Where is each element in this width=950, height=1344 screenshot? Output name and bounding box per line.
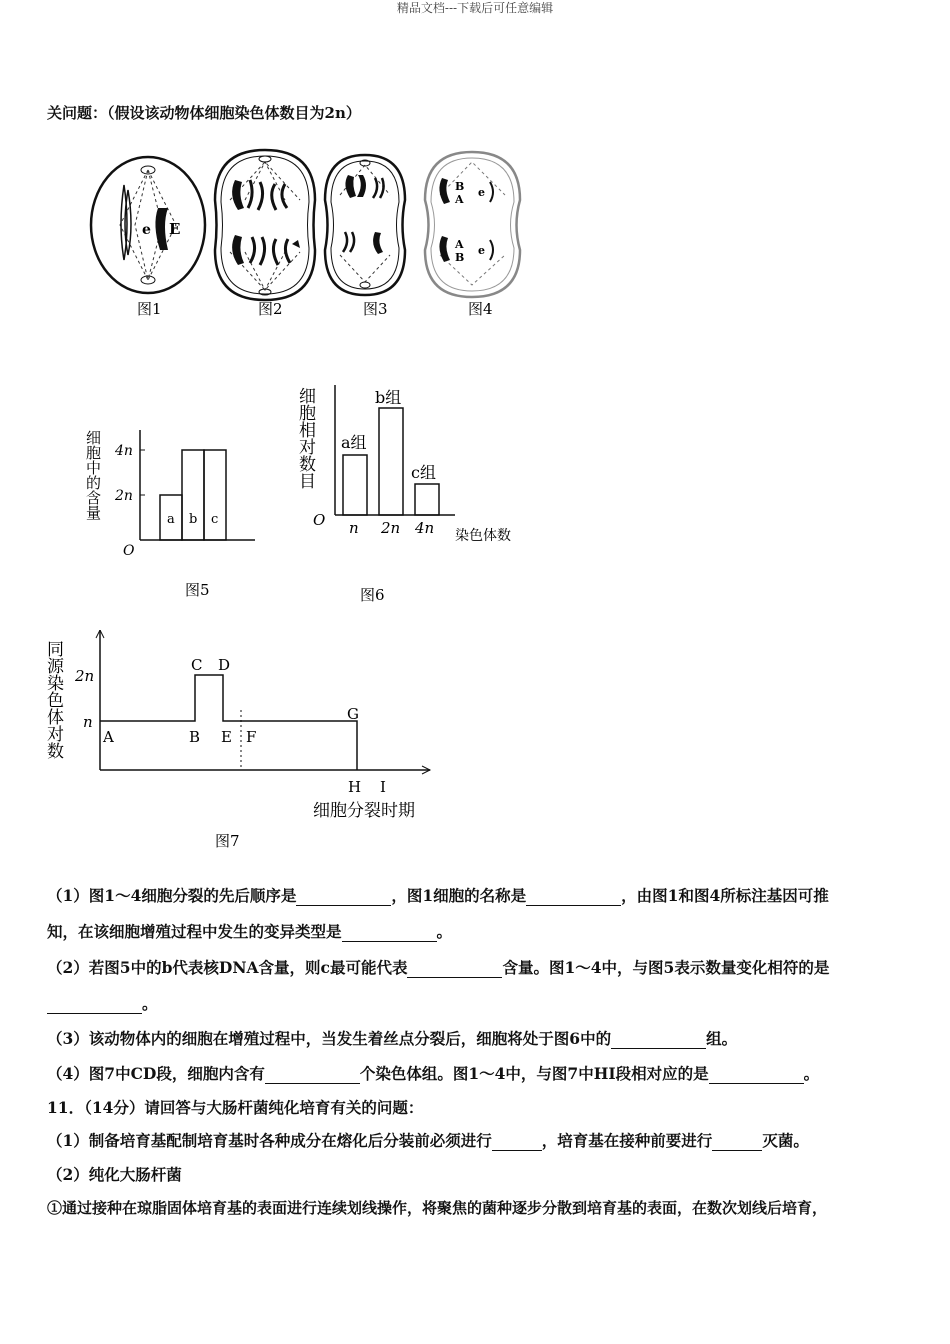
answer-blank[interactable] [611, 1030, 706, 1049]
gene-label: A [455, 193, 464, 206]
answer-blank[interactable] [712, 1132, 762, 1151]
fig6-ylabel: 细胞相对数目 [295, 387, 315, 489]
cell-division-figures [80, 140, 540, 330]
answer-blank[interactable] [407, 959, 502, 978]
figure-5-bar-chart [85, 415, 265, 605]
figure-4-cell [425, 152, 520, 297]
question-2-line-2: 。 [47, 992, 158, 1014]
answer-blank[interactable] [296, 887, 391, 906]
gene-label: B [455, 251, 465, 264]
figure-6-bar-chart [295, 375, 535, 610]
fig7-point-label: D [218, 656, 231, 674]
fig6-bar-c [415, 484, 439, 515]
fig6-bar-a [343, 455, 367, 515]
answer-blank[interactable] [709, 1065, 804, 1084]
question-1-line-1: （1）图1～4细胞分裂的先后顺序是 ，图1细胞的名称是 ，由图1和图4所标注基因可推 [47, 886, 829, 905]
question-11-part-2: （2）纯化大肠杆菌 [47, 1165, 182, 1184]
fig7-point-label: B [189, 728, 201, 746]
fig6-group-label: c组 [411, 463, 436, 482]
question-2-line-1: （2）若图5中的b代表核DNA含量，则c最可能代表 含量。图1～4中，与图5表示数量变化相符的是 [47, 958, 830, 977]
fig5-bar-label: a [167, 512, 175, 527]
fig5-bar-label: c [211, 512, 219, 527]
fig7-point-label: H [348, 778, 362, 796]
figure-1-caption: 图1 [137, 300, 162, 318]
question-1-line-2: 知，在该细胞增殖过程中发生的变异类型是 。 [47, 922, 453, 941]
question-11-part-1: （1）制备培育基配制培育基时各种成分在熔化后分装前必须进行 ，培育基在接种前要进行 灭菌。 [47, 1131, 809, 1150]
figure-3-caption: 图3 [363, 300, 388, 318]
fig6-group-label: b组 [375, 388, 402, 407]
figure-1-cell [91, 157, 205, 293]
gene-label: e [142, 222, 151, 238]
fig6-group-label: a组 [341, 433, 367, 452]
answer-blank[interactable] [342, 923, 437, 942]
fig7-point-label: G [347, 705, 359, 723]
figure-7-line-chart [45, 630, 445, 855]
fig7-ylabel: 同源染色体对数 [45, 640, 63, 759]
question-4: （4）图7中CD段，细胞内含有 个染色体组。图1～4中，与图7中HI段相对应的是 。 [47, 1064, 820, 1083]
answer-blank[interactable] [265, 1065, 360, 1084]
fig5-origin: O [123, 543, 135, 559]
fig7-ytick-2n: 2n [75, 667, 95, 685]
gene-label: B [455, 180, 465, 193]
fig7-point-label: I [380, 778, 386, 796]
figure-2-caption: 图2 [258, 300, 283, 318]
fig7-point-label: A [103, 728, 114, 746]
figure-4-caption: 图4 [468, 300, 493, 318]
fig7-point-label: C [191, 656, 203, 674]
page-header: 精品文档---下载后可任意编辑 [396, 1, 554, 15]
answer-blank[interactable] [526, 887, 621, 906]
fig5-bar-label: b [189, 512, 198, 527]
fig6-bar-b [379, 408, 403, 515]
answer-blank[interactable] [492, 1132, 542, 1151]
fig5-ytick-2n: 2n [115, 488, 133, 504]
fig6-xtick: n [349, 519, 359, 537]
fig7-ytick-n: n [83, 713, 93, 731]
question-11-part-2-item-1: ①通过接种在琼脂固体培育基的表面进行连续划线操作，将聚焦的菌种逐步分散到培育基的表面，在数次划线后培育， [47, 1199, 828, 1217]
gene-label: e [478, 186, 485, 199]
fig5-caption: 图5 [185, 581, 210, 599]
gene-label: A [455, 238, 464, 251]
gene-label: e [478, 244, 485, 257]
question-3: （3）该动物体内的细胞在增殖过程中，当发生着丝点分裂后，细胞将处于图6中的 组。 [47, 1029, 738, 1048]
answer-blank[interactable] [47, 995, 142, 1014]
fig7-data-line [100, 675, 357, 770]
gene-label: E [169, 220, 181, 238]
fig7-caption: 图7 [215, 832, 240, 850]
fig6-origin: O [313, 511, 326, 529]
figure-3-cell [325, 155, 405, 295]
fig6-xlabel: 染色体数 [455, 528, 511, 544]
question-intro: 关问题：（假设该动物体细胞染色体数目为2n） [47, 104, 361, 122]
fig6-caption: 图6 [360, 586, 385, 604]
fig7-point-label: F [246, 728, 257, 746]
question-11-title: 11．（14分）请回答与大肠杆菌纯化培育有关的问题： [47, 1098, 424, 1117]
fig6-xtick: 2n [381, 519, 401, 537]
fig5-ylabel: 细胞中的含量 [85, 430, 102, 520]
figure-2-cell [215, 150, 315, 300]
fig5-ytick-4n: 4n [115, 443, 133, 459]
fig6-xtick: 4n [415, 519, 435, 537]
fig7-point-label: E [221, 728, 232, 746]
fig7-xlabel: 细胞分裂时期 [313, 801, 415, 821]
